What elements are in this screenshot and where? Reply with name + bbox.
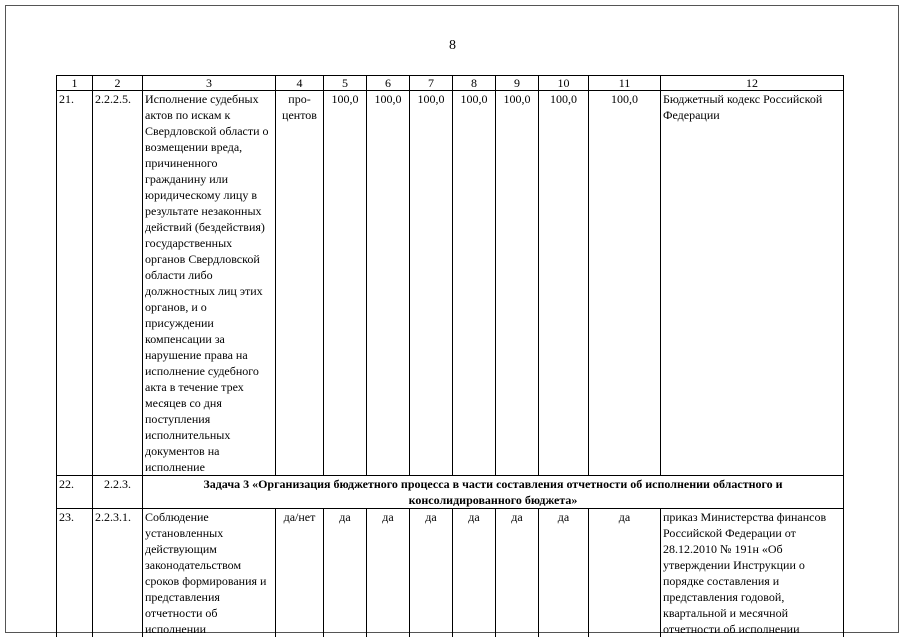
- row-number: 22.: [57, 476, 93, 509]
- indicator-code: 2.2.2.5.: [93, 91, 143, 476]
- page-number: 8: [449, 38, 456, 53]
- value-col-10: 100,0: [539, 91, 589, 476]
- task-row: [57, 476, 844, 509]
- task-title: Задача 3 «Организация бюджетного процесса в части составления отчетности об исполнении областного и консолидированного бюджета»: [143, 476, 844, 509]
- indicator-code: 2.2.3.: [93, 476, 143, 509]
- row-number: 21.: [57, 91, 93, 476]
- col-header-8: 8: [453, 76, 496, 91]
- indicators-table: [56, 75, 844, 637]
- col-header-4: 4: [276, 76, 324, 91]
- value-col-7: 100,0: [410, 91, 453, 476]
- col-header-2: 2: [93, 76, 143, 91]
- indicator-code: 2.2.3.1.: [93, 509, 143, 638]
- value-col-8: да: [453, 509, 496, 638]
- col-header-3: 3: [143, 76, 276, 91]
- source-document: приказ Министерства финансов Российской Федерации от 28.12.2010 № 191н «Об утверждении Инструкции о порядке составления и представления годовой, квартальной и месячной отчетности об исполнении: [661, 509, 844, 638]
- col-header-9: 9: [496, 76, 539, 91]
- unit-of-measure: да/нет: [276, 509, 324, 638]
- value-col-10: да: [539, 509, 589, 638]
- indicator-name: Исполнение судебных актов по искам к Свердловской области о возмещении вреда, причиненного гражданину или юридическому лицу в результате незаконных действий (бездействия) государственных органов Свердловской области либо должностных лиц этих органов, и о присуждении компенсации за нарушение права на исполнение судебного акта в течение трех месяцев со дня поступления исполнительных документов на исполнение: [143, 91, 276, 476]
- value-col-8: 100,0: [453, 91, 496, 476]
- col-header-1: 1: [57, 76, 93, 91]
- column-number-row: [57, 76, 844, 91]
- value-col-11: да: [589, 509, 661, 638]
- col-header-11: 11: [589, 76, 661, 91]
- unit-of-measure: про- центов: [276, 91, 324, 476]
- source-document: Бюджетный кодекс Российской Федерации: [661, 91, 844, 476]
- row-number: 23.: [57, 509, 93, 638]
- value-col-9: да: [496, 509, 539, 638]
- col-header-7: 7: [410, 76, 453, 91]
- col-header-10: 10: [539, 76, 589, 91]
- col-header-12: 12: [661, 76, 844, 91]
- indicator-name: Соблюдение установленных действующим законодательством сроков формирования и представления отчетности об исполнении: [143, 509, 276, 638]
- value-col-6: да: [367, 509, 410, 638]
- table-row: [57, 91, 844, 476]
- table-row: [57, 509, 844, 638]
- value-col-5: 100,0: [324, 91, 367, 476]
- value-col-6: 100,0: [367, 91, 410, 476]
- value-col-7: да: [410, 509, 453, 638]
- value-col-11: 100,0: [589, 91, 661, 476]
- col-header-6: 6: [367, 76, 410, 91]
- col-header-5: 5: [324, 76, 367, 91]
- value-col-9: 100,0: [496, 91, 539, 476]
- value-col-5: да: [324, 509, 367, 638]
